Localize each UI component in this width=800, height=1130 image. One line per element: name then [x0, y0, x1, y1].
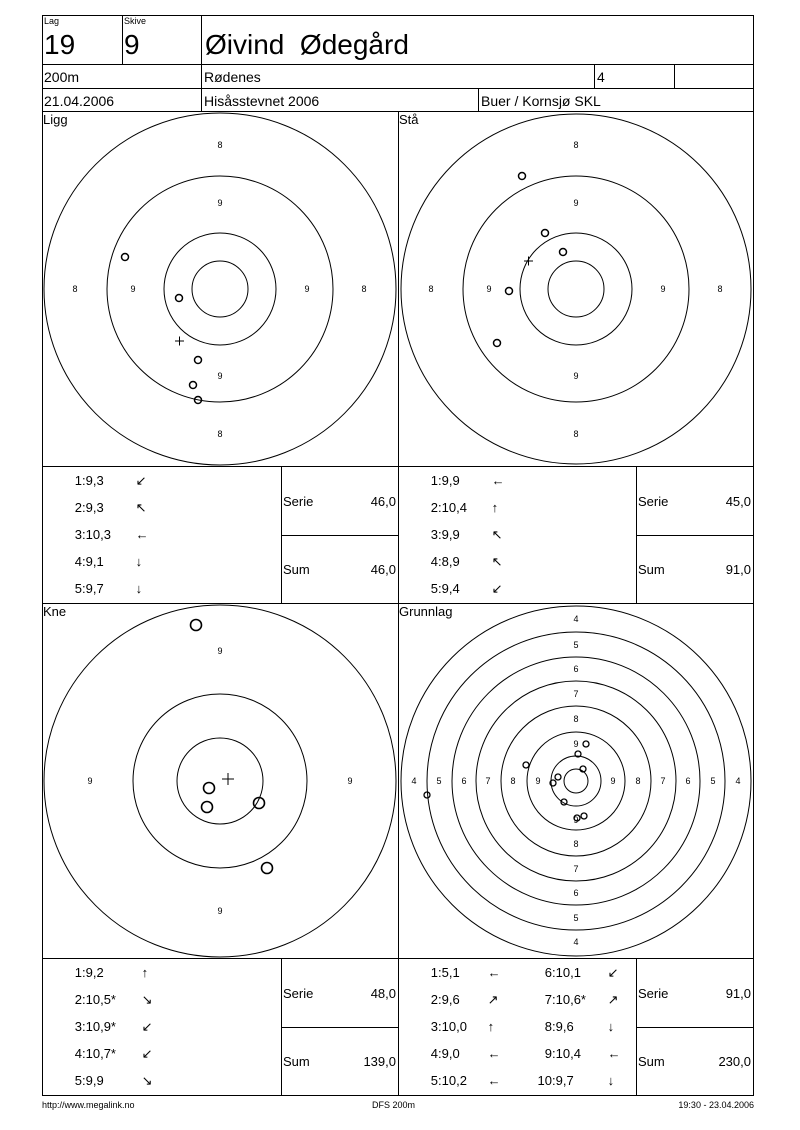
ring-inner: [177, 738, 263, 824]
shot-hole: [176, 295, 183, 302]
shot-number: 3: [74, 527, 82, 542]
shot-score: 10,5*: [85, 992, 116, 1007]
shot-row: 2:9,3 ↖: [68, 500, 147, 516]
ring-label: 4: [735, 776, 741, 786]
shot-hole: [523, 762, 529, 768]
shot-number: 5: [430, 1073, 438, 1088]
shot-score: 10,1: [555, 965, 581, 980]
event-name: Hisåsstevnet 2006: [204, 93, 320, 109]
shot-row: 2:10,5* ↘: [68, 992, 153, 1008]
target-sta: [399, 112, 753, 466]
ring-label: 6: [685, 776, 691, 786]
target-title-grunnlag: Grunnlag: [399, 604, 453, 619]
direction-arrow-icon: ↓: [135, 581, 143, 596]
target-title-ligg: Ligg: [43, 112, 68, 127]
sum-label: Sum: [638, 1054, 665, 1069]
shot-row: 1:9,2 ↑: [68, 965, 148, 980]
direction-arrow-icon: ↙: [491, 581, 503, 596]
ring-label: 9: [130, 284, 136, 294]
target-title-kne: Kne: [43, 604, 67, 619]
direction-arrow-icon: ↓: [607, 1019, 615, 1034]
ring-label: 9: [486, 284, 492, 294]
direction-arrow-icon: ←: [491, 473, 505, 488]
header-vdivider: [122, 15, 123, 65]
footer-program: DFS 200m: [372, 1100, 416, 1110]
ring-4: [401, 606, 751, 956]
border-right: [753, 15, 754, 1096]
sum-label: Sum: [283, 562, 310, 577]
shot-hole: [122, 254, 129, 261]
shot-hole: [581, 813, 587, 819]
direction-arrow-icon: ↖: [491, 527, 503, 542]
direction-arrow-icon: ←: [487, 1073, 501, 1088]
shot-number: 1: [430, 473, 438, 488]
direction-arrow-icon: ↙: [141, 1046, 153, 1061]
shot-score: 10,7*: [85, 1046, 116, 1061]
ring-label: 7: [573, 689, 579, 699]
shot-number: 5: [430, 581, 438, 596]
grid-divider: [42, 958, 754, 959]
direction-arrow-icon: ↑: [141, 965, 149, 980]
ring-label: 6: [573, 664, 579, 674]
shot-number: 2: [74, 992, 82, 1007]
direction-arrow-icon: ↘: [141, 992, 153, 1007]
ring-label: 5: [573, 913, 579, 923]
ring-label: 9: [573, 815, 579, 825]
score-divider: [636, 1027, 754, 1028]
sum-value: 139,0: [363, 1054, 396, 1069]
ring-10: [520, 233, 632, 345]
shot-score: 9,6: [555, 1019, 574, 1034]
shot-number: 4: [430, 554, 438, 569]
shot-score: 9,9: [441, 527, 460, 542]
shot-row: 3:10,0 ↑: [424, 1019, 494, 1034]
ring-label: 8: [510, 776, 516, 786]
shot-number: 9: [544, 1046, 552, 1061]
skive-caption: Skive: [124, 16, 147, 26]
shot-number: 1: [430, 965, 438, 980]
ring-label: 9: [610, 776, 616, 786]
club-name: Buer / Kornsjø SKL: [481, 93, 601, 109]
shot-hole: [494, 340, 501, 347]
shot-score: 5,1: [441, 965, 460, 980]
serie-label: Serie: [283, 986, 314, 1001]
shot-score: 9,1: [85, 554, 104, 569]
ring-label: 8: [428, 284, 434, 294]
shot-score: 9,0: [441, 1046, 460, 1061]
shot-row: 9:10,4 ←: [534, 1046, 621, 1061]
shot-hole: [583, 741, 589, 747]
shot-score: 9,3: [85, 500, 104, 515]
shot-number: 10: [537, 1073, 552, 1088]
direction-arrow-icon: ↖: [491, 554, 503, 569]
serie-value: 91,0: [725, 986, 751, 1001]
ring-9: [44, 605, 396, 957]
grid-divider: [42, 466, 754, 467]
ring-10: [551, 756, 601, 806]
shot-number: 4: [430, 1046, 438, 1061]
ring-label: 9: [217, 646, 223, 656]
shot-score: 10,6*: [555, 992, 586, 1007]
ring-label: 9: [217, 371, 223, 381]
shot-row: 4:9,0 ←: [424, 1046, 501, 1061]
shot-hole: [519, 173, 526, 180]
ring-label: 9: [347, 776, 353, 786]
mean-point-marker: [175, 337, 184, 346]
sum-value: 46,0: [370, 562, 396, 577]
direction-arrow-icon: ←: [607, 1046, 621, 1061]
shot-row: 4:10,7* ↙: [68, 1046, 153, 1062]
ring-label: 8: [573, 140, 579, 150]
shot-score: 10,2: [441, 1073, 467, 1088]
serie-label: Serie: [283, 494, 314, 509]
shot-row: 10:9,7 ↓: [534, 1073, 614, 1088]
shot-number: 4: [74, 554, 82, 569]
direction-arrow-icon: ←: [487, 1046, 501, 1061]
date: 21.04.2006: [44, 93, 115, 109]
score-divider: [636, 535, 754, 536]
direction-arrow-icon: ↑: [491, 500, 499, 515]
ring-label: 6: [573, 888, 579, 898]
ring-inner: [192, 261, 248, 317]
shot-row: 4:9,1 ↓: [68, 554, 142, 569]
shot-row: 2:10,4 ↑: [424, 500, 498, 515]
ring-label: 5: [573, 640, 579, 650]
shot-row: 1:9,9 ←: [424, 473, 505, 488]
ring-label: 8: [217, 140, 223, 150]
ring-label: 9: [573, 371, 579, 381]
shot-number: 1: [74, 965, 82, 980]
direction-arrow-icon: ↑: [487, 1019, 495, 1034]
shot-score: 9,6: [441, 992, 460, 1007]
shot-hole: [204, 783, 215, 794]
serie-value: 45,0: [725, 494, 751, 509]
ring-label: 6: [461, 776, 467, 786]
ring-label: 9: [535, 776, 541, 786]
ring-label: 8: [217, 429, 223, 439]
ring-label: 7: [485, 776, 491, 786]
shot-score: 9,4: [441, 581, 460, 596]
shot-number: 4: [74, 1046, 82, 1061]
shot-row: 3:9,9 ↖: [424, 527, 503, 543]
direction-arrow-icon: ↙: [135, 473, 147, 488]
shot-number: 2: [74, 500, 82, 515]
border-top: [42, 15, 754, 16]
sum-label: Sum: [638, 562, 665, 577]
shot-hole: [262, 863, 273, 874]
target-number: 9: [124, 29, 140, 60]
shot-row: 3:10,9* ↙: [68, 1019, 153, 1035]
shot-hole: [195, 357, 202, 364]
sum-value: 91,0: [725, 562, 751, 577]
shot-row: 5:9,7 ↓: [68, 581, 142, 596]
shot-score: 10,4: [441, 500, 467, 515]
direction-arrow-icon: ←: [487, 965, 501, 980]
shot-row: 7:10,6* ↗: [534, 992, 619, 1008]
ring-label: 9: [217, 198, 223, 208]
shot-score: 10,9*: [85, 1019, 116, 1034]
ring-label: 4: [411, 776, 417, 786]
shot-hole: [542, 230, 549, 237]
ring-label: 8: [717, 284, 723, 294]
shot-number: 6: [544, 965, 552, 980]
shot-score: 9,7: [85, 581, 104, 596]
ring-label: 9: [660, 284, 666, 294]
shot-score: 9,2: [85, 965, 104, 980]
ring-8: [501, 706, 651, 856]
shot-row: 6:10,1 ↙: [534, 965, 619, 981]
shot-number: 1: [74, 473, 82, 488]
direction-arrow-icon: ↘: [141, 1073, 153, 1088]
serie-label: Serie: [638, 494, 669, 509]
shot-row: 1:9,3 ↙: [68, 473, 147, 489]
serie-value: 46,0: [370, 494, 396, 509]
score-divider: [281, 535, 399, 536]
shot-number: 7: [544, 992, 552, 1007]
ring-label: 9: [87, 776, 93, 786]
ring-8: [401, 114, 751, 464]
ring-label: 9: [217, 906, 223, 916]
shot-hole: [190, 382, 197, 389]
ring-inner: [564, 769, 588, 793]
shot-number: 3: [430, 527, 438, 542]
target-grunnlag: [399, 604, 753, 958]
header-vdivider: [478, 88, 479, 112]
shot-hole: [191, 620, 202, 631]
ring-label: 8: [635, 776, 641, 786]
direction-arrow-icon: ↗: [487, 992, 499, 1007]
score-divider: [281, 1027, 399, 1028]
shot-row: 5:9,4 ↙: [424, 581, 503, 597]
footer-url: http://www.megalink.no: [42, 1100, 135, 1110]
header-vdivider: [674, 64, 675, 89]
shot-row: 4:8,9 ↖: [424, 554, 503, 570]
ring-label: 8: [72, 284, 78, 294]
ring-8: [44, 113, 396, 465]
ring-label: 5: [436, 776, 442, 786]
shot-row: 2:9,6 ↗: [424, 992, 499, 1008]
shot-score: 9,9: [441, 473, 460, 488]
shot-hole: [555, 774, 561, 780]
shot-score: 10,0: [441, 1019, 467, 1034]
ring-label: 5: [710, 776, 716, 786]
sum-label: Sum: [283, 1054, 310, 1069]
direction-arrow-icon: ↗: [607, 992, 619, 1007]
shot-hole: [560, 249, 567, 256]
ring-label: 8: [573, 839, 579, 849]
header-divider: [42, 64, 754, 65]
ring-label: 9: [573, 739, 579, 749]
ring-9: [107, 176, 333, 402]
shot-score: 9,7: [555, 1073, 574, 1088]
shot-number: 8: [544, 1019, 552, 1034]
target-ligg: [43, 112, 398, 466]
shot-number: 5: [74, 1073, 82, 1088]
header-vdivider: [594, 64, 595, 89]
shot-score: 10,4: [555, 1046, 581, 1061]
ring-10: [164, 233, 276, 345]
sum-value: 230,0: [718, 1054, 751, 1069]
shot-row: 8:9,6 ↓: [534, 1019, 614, 1034]
shot-number: 3: [74, 1019, 82, 1034]
shot-row: 5:10,2 ←: [424, 1073, 501, 1088]
direction-arrow-icon: ↙: [607, 965, 619, 980]
direction-arrow-icon: ←: [135, 527, 149, 542]
direction-arrow-icon: ↓: [135, 554, 143, 569]
shot-number: 2: [430, 500, 438, 515]
ring-label: 7: [573, 864, 579, 874]
location: Rødenes: [204, 69, 261, 85]
ring-label: 9: [304, 284, 310, 294]
ring-label: 4: [573, 614, 579, 624]
shooter-name: Øivind Ødegård: [205, 29, 409, 60]
target-kne: [43, 604, 398, 958]
shot-row: 3:10,3 ←: [68, 527, 149, 542]
shot-score: 9,3: [85, 473, 104, 488]
serie-value: 48,0: [370, 986, 396, 1001]
direction-arrow-icon: ↙: [141, 1019, 153, 1034]
ring-7: [476, 681, 676, 881]
shot-score: 9,9: [85, 1073, 104, 1088]
shot-hole: [202, 802, 213, 813]
distance: 200m: [44, 69, 80, 85]
team-number: 19: [44, 29, 76, 60]
ring-10: [133, 694, 307, 868]
lag-caption: Lag: [44, 16, 60, 26]
shot-number: 5: [74, 581, 82, 596]
shot-row: 5:9,9 ↘: [68, 1073, 153, 1089]
ring-label: 8: [573, 429, 579, 439]
shot-score: 8,9: [441, 554, 460, 569]
header-divider: [42, 88, 754, 89]
target-title-sta: Stå: [399, 112, 419, 127]
shot-row: 1:5,1 ←: [424, 965, 501, 980]
direction-arrow-icon: ↓: [607, 1073, 615, 1088]
mean-point-marker: [222, 773, 234, 785]
shot-number: 3: [430, 1019, 438, 1034]
ring-label: 8: [573, 714, 579, 724]
ring-label: 4: [573, 937, 579, 947]
shot-score: 10,3: [85, 527, 111, 542]
group-number: 4: [597, 69, 605, 85]
ring-inner: [548, 261, 604, 317]
ring-label: 9: [573, 198, 579, 208]
ring-5: [427, 632, 725, 930]
ring-label: 7: [660, 776, 666, 786]
direction-arrow-icon: ↖: [135, 500, 147, 515]
serie-label: Serie: [638, 986, 669, 1001]
shot-hole: [506, 288, 513, 295]
footer-timestamp: 19:30 - 23.04.2006: [678, 1100, 754, 1110]
ring-9: [463, 176, 689, 402]
shot-number: 2: [430, 992, 438, 1007]
ring-label: 8: [361, 284, 367, 294]
header-vdivider: [201, 15, 202, 112]
